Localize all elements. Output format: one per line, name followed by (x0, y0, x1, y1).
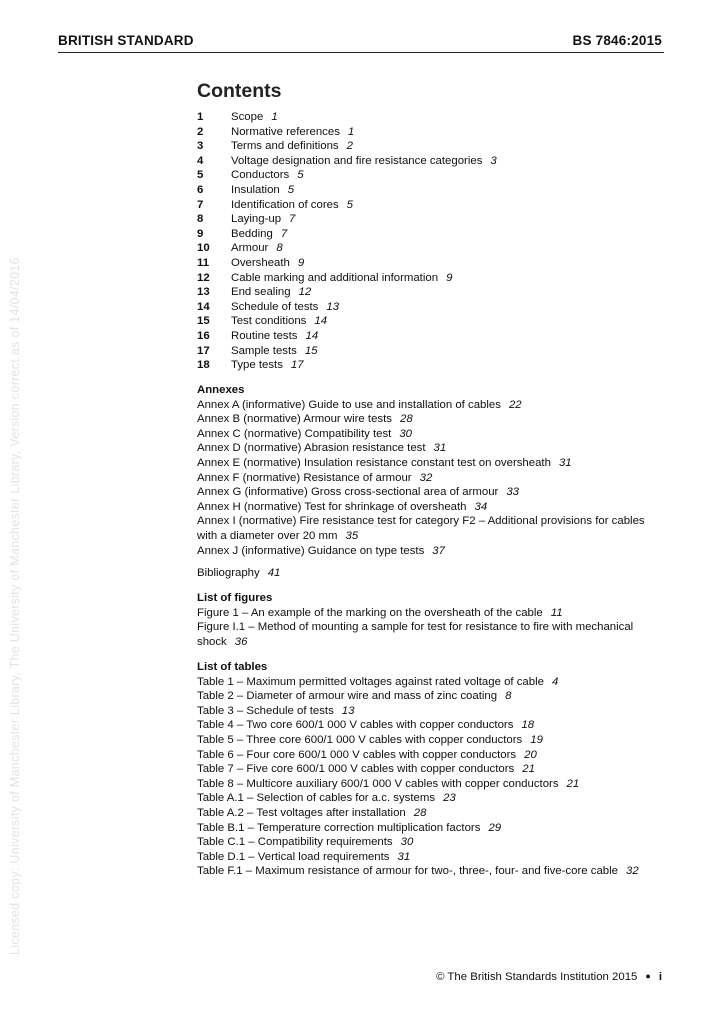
clause-number: 6 (197, 183, 204, 196)
bibliography-page: 41 (267, 567, 281, 580)
table-entry-page: 21 (522, 763, 535, 776)
clause-page: 3 (490, 154, 497, 167)
clause-entry[interactable] (197, 329, 657, 344)
annex-entry-text: Annex D (normative) Abrasion resistance test (197, 442, 426, 455)
clause-number: 9 (197, 227, 204, 240)
clause-title-text: Oversheath (231, 256, 290, 269)
clause-title (231, 227, 287, 242)
annex-entry[interactable] (197, 398, 657, 413)
table-entry-page: 32 (625, 865, 639, 878)
figure-entry-page: 36 (234, 636, 248, 648)
annex-entry-text: Annex F (normative) Resistance of armour (197, 471, 412, 484)
annexes-heading: Annexes (197, 383, 245, 396)
clause-entry[interactable] (197, 110, 657, 125)
table-entry[interactable] (197, 689, 657, 704)
bibliography-entry[interactable] (197, 566, 657, 581)
table-entry[interactable] (197, 675, 657, 690)
annex-entry-text: Annex H (normative) Test for shrinkage of oversheath (197, 500, 467, 513)
table-entry[interactable] (197, 777, 657, 792)
clause-list (197, 110, 657, 373)
clause-number: 1 (197, 111, 204, 123)
clause-title (231, 241, 283, 256)
clause-title-text: Cable marking and additional information (231, 271, 439, 284)
clause-page: 15 (304, 344, 318, 357)
table-entry[interactable] (197, 762, 657, 777)
table-entry[interactable] (197, 748, 657, 763)
clause-title (231, 198, 353, 213)
clause-number: 16 (197, 329, 210, 342)
table-entry[interactable] (197, 864, 657, 879)
table-entry-text: Table 5 – Three core 600/1 000 V cables with copper conductors (197, 733, 523, 746)
table-entry-text: Table 6 – Four core 600/1 000 V cables with copper conductors (197, 748, 517, 761)
clause-title-text: Normative references (231, 125, 340, 138)
clause-title (231, 212, 295, 227)
table-entry-text: Table F.1 – Maximum resistance of armour for two-, three-, four- and five-core cable (197, 865, 618, 878)
clause-title-text: End sealing (231, 286, 291, 299)
annex-entry-page: 22 (508, 398, 522, 411)
table-entry-text: Table 7 – Five core 600/1 000 V cables with copper conductors (197, 763, 515, 776)
clause-title-text: Scope (231, 111, 264, 123)
annex-entry-page: 33 (506, 486, 519, 499)
annex-entry[interactable] (197, 412, 657, 427)
tables-heading: List of tables (197, 660, 268, 673)
table-entry[interactable] (197, 850, 657, 865)
figure-entry[interactable] (197, 620, 657, 649)
clause-entry[interactable] (197, 183, 657, 198)
clause-title-text: Bedding (231, 227, 273, 240)
figure-entry[interactable] (197, 606, 657, 621)
table-entry[interactable] (197, 791, 657, 806)
clause-entry[interactable] (197, 300, 657, 315)
clause-number: 14 (197, 300, 210, 313)
clause-number: 3 (197, 140, 204, 153)
table-entry[interactable] (197, 704, 657, 719)
clause-number: 18 (197, 359, 210, 372)
table-entry-page: 8 (505, 690, 512, 703)
table-entry[interactable] (197, 718, 657, 733)
table-entry-page: 29 (488, 821, 502, 834)
table-entry-text: Table 1 – Maximum permitted voltages against rated voltage of cable (197, 675, 544, 688)
clause-title (231, 183, 294, 198)
clause-page: 7 (280, 227, 288, 240)
clause-number: 7 (197, 198, 204, 211)
clause-page: 9 (297, 256, 305, 269)
table-entry-text: Table 4 – Two core 600/1 000 V cables with copper conductors (197, 719, 514, 732)
clause-page: 5 (297, 169, 304, 182)
clause-title-text: Routine tests (231, 329, 298, 342)
clause-entry[interactable] (197, 241, 657, 256)
clause-title (231, 358, 304, 373)
clause-entry[interactable] (197, 256, 657, 271)
clause-title-text: Voltage designation and fire resistance categories (231, 154, 483, 167)
clause-number: 5 (197, 169, 204, 182)
figures-heading: List of figures (197, 591, 273, 604)
clause-title (231, 314, 327, 329)
table-entry-text: Table 2 – Diameter of armour wire and mass of zinc coating (197, 690, 498, 703)
table-entry-text: Table C.1 – Compatibility requirements (197, 836, 393, 849)
table-entry-page: 13 (341, 704, 355, 717)
clause-page: 9 (446, 271, 453, 284)
clause-number: 17 (197, 344, 210, 357)
clause-title-text: Type tests (231, 359, 283, 372)
annex-entry[interactable] (197, 485, 657, 500)
clause-page: 2 (346, 140, 353, 153)
clause-entry[interactable] (197, 125, 657, 140)
table-entry-page: 4 (551, 675, 559, 688)
clause-title (231, 125, 354, 140)
clause-page: 5 (346, 198, 353, 211)
clause-title (231, 344, 318, 359)
table-entry-page: 18 (521, 719, 535, 732)
table-entry-page: 20 (524, 748, 537, 761)
table-entry[interactable] (197, 821, 657, 836)
annex-entry-page: 28 (399, 413, 413, 426)
table-list (197, 675, 657, 879)
clause-entry[interactable] (197, 139, 657, 154)
clause-title-text: Laying-up (231, 213, 282, 226)
annex-entry-page: 30 (399, 427, 413, 440)
table-entry[interactable] (197, 733, 657, 748)
clause-number: 15 (197, 315, 210, 328)
table-entry-text: Table 3 – Schedule of tests (197, 704, 334, 717)
clause-page: 7 (289, 213, 296, 226)
table-entry-page: 30 (400, 836, 414, 849)
page-number: i (658, 971, 662, 983)
annex-entry-text: Annex I (normative) Fire resistance test for category F2 – Additional provisions for cables with a diameter over 20 mm (197, 515, 645, 543)
clause-title (231, 139, 353, 154)
bibliography-label: Bibliography (197, 567, 260, 580)
page-title: Contents (197, 80, 282, 102)
header-standard-number: BS 7846:2015 (572, 33, 662, 48)
annex-entry-text: Annex C (normative) Compatibility test (197, 427, 392, 440)
figure-entry-text: Figure I.1 – Method of mounting a sample for test for resistance to fire with mechanical shock (197, 621, 634, 648)
footer (436, 971, 662, 983)
annex-entry-text: Annex G (informative) Gross cross-sectional area of armour (197, 486, 499, 499)
annex-entry[interactable] (197, 514, 657, 543)
table-entry-text: Table 8 – Multicore auxiliary 600/1 000 V cables with copper conductors (197, 777, 559, 790)
clause-title (231, 329, 318, 344)
table-entry-page: 23 (443, 792, 456, 805)
table-entry-text: Table D.1 – Vertical load requirements (197, 850, 390, 863)
annex-entry-page: 35 (345, 530, 359, 543)
clause-title-text: Insulation (231, 183, 280, 196)
figure-list (197, 606, 657, 650)
table-entry[interactable] (197, 835, 657, 850)
clause-entry[interactable] (197, 168, 657, 183)
annex-entry-page: 37 (432, 544, 445, 557)
clause-number: 2 (197, 125, 204, 138)
annex-entry-page: 32 (419, 471, 433, 484)
annex-entry-text: Annex A (informative) Guide to use and installation of cables (197, 398, 501, 411)
clause-page: 8 (276, 242, 283, 255)
clause-page: 12 (298, 286, 312, 299)
clause-title (231, 285, 311, 300)
annex-entry-text: Annex J (informative) Guidance on type tests (197, 544, 425, 557)
header-rule (58, 52, 664, 53)
annex-list (197, 398, 657, 559)
clause-entry[interactable] (197, 344, 657, 359)
clause-entry[interactable] (197, 227, 657, 242)
clause-number: 12 (197, 271, 210, 284)
clause-entry[interactable] (197, 358, 657, 373)
clause-title-text: Armour (231, 242, 269, 255)
figure-entry-page: 11 (550, 606, 563, 619)
contents-list (197, 110, 657, 879)
annex-entry-page: 31 (558, 457, 572, 470)
license-watermark: Licensed copy: University of Manchester Library, The University of Manchester Library, Version correct as of 14/04/2016 (8, 257, 22, 955)
clause-number: 4 (197, 154, 204, 167)
clause-title (231, 154, 497, 169)
figure-entry-text: Figure 1 – An example of the marking on the oversheath of the cable (197, 606, 543, 619)
clause-entry[interactable] (197, 314, 657, 329)
clause-title (231, 110, 278, 125)
clause-page: 1 (271, 111, 278, 123)
annex-entry[interactable] (197, 456, 657, 471)
clause-title-text: Sample tests (231, 344, 297, 357)
header-left-title: BRITISH STANDARD (58, 33, 194, 48)
annex-entry-page: 31 (433, 442, 447, 455)
table-entry-page: 31 (397, 850, 411, 863)
clause-entry[interactable] (197, 198, 657, 213)
table-entry-page: 21 (566, 777, 580, 790)
clause-page: 14 (305, 329, 319, 342)
clause-entry[interactable] (197, 285, 657, 300)
clause-page: 5 (287, 183, 295, 196)
clause-page: 1 (347, 125, 355, 138)
annex-entry-text: Annex B (normative) Armour wire tests (197, 413, 392, 426)
annex-entry[interactable] (197, 471, 657, 486)
clause-title-text: Terms and definitions (231, 140, 339, 153)
annex-entry[interactable] (197, 441, 657, 456)
annex-entry-page: 34 (474, 500, 488, 513)
clause-entry[interactable] (197, 212, 657, 227)
bullet-separator: ● (645, 971, 651, 981)
table-entry-text: Table B.1 – Temperature correction multiplication factors (197, 821, 481, 834)
clause-title (231, 271, 452, 286)
clause-number: 11 (197, 256, 210, 269)
annex-entry[interactable] (197, 544, 657, 559)
clause-title-text: Identification of cores (231, 198, 339, 211)
clause-number: 13 (197, 286, 210, 299)
clause-page: 17 (290, 359, 304, 372)
clause-title (231, 300, 339, 315)
clause-title-text: Conductors (231, 169, 290, 182)
annex-entry[interactable] (197, 500, 657, 515)
clause-number: 8 (197, 213, 204, 226)
clause-title-text: Schedule of tests (231, 300, 319, 313)
table-entry-text: Table A.2 – Test voltages after installation (197, 806, 406, 819)
clause-title-text: Test conditions (231, 315, 307, 328)
clause-page: 14 (314, 315, 328, 328)
table-entry-text: Table A.1 – Selection of cables for a.c. systems (197, 792, 436, 805)
clause-entry[interactable] (197, 271, 657, 286)
clause-page: 13 (326, 300, 340, 313)
table-entry-page: 28 (413, 806, 427, 819)
copyright-text: © The British Standards Institution 2015 (436, 971, 638, 983)
clause-entry[interactable] (197, 154, 657, 169)
clause-title (231, 256, 304, 271)
clause-title (231, 168, 304, 183)
annex-entry[interactable] (197, 427, 657, 442)
table-entry[interactable] (197, 806, 657, 821)
clause-number: 10 (197, 242, 210, 255)
annex-entry-text: Annex E (normative) Insulation resistance constant test on oversheath (197, 457, 551, 470)
table-entry-page: 19 (530, 733, 543, 746)
